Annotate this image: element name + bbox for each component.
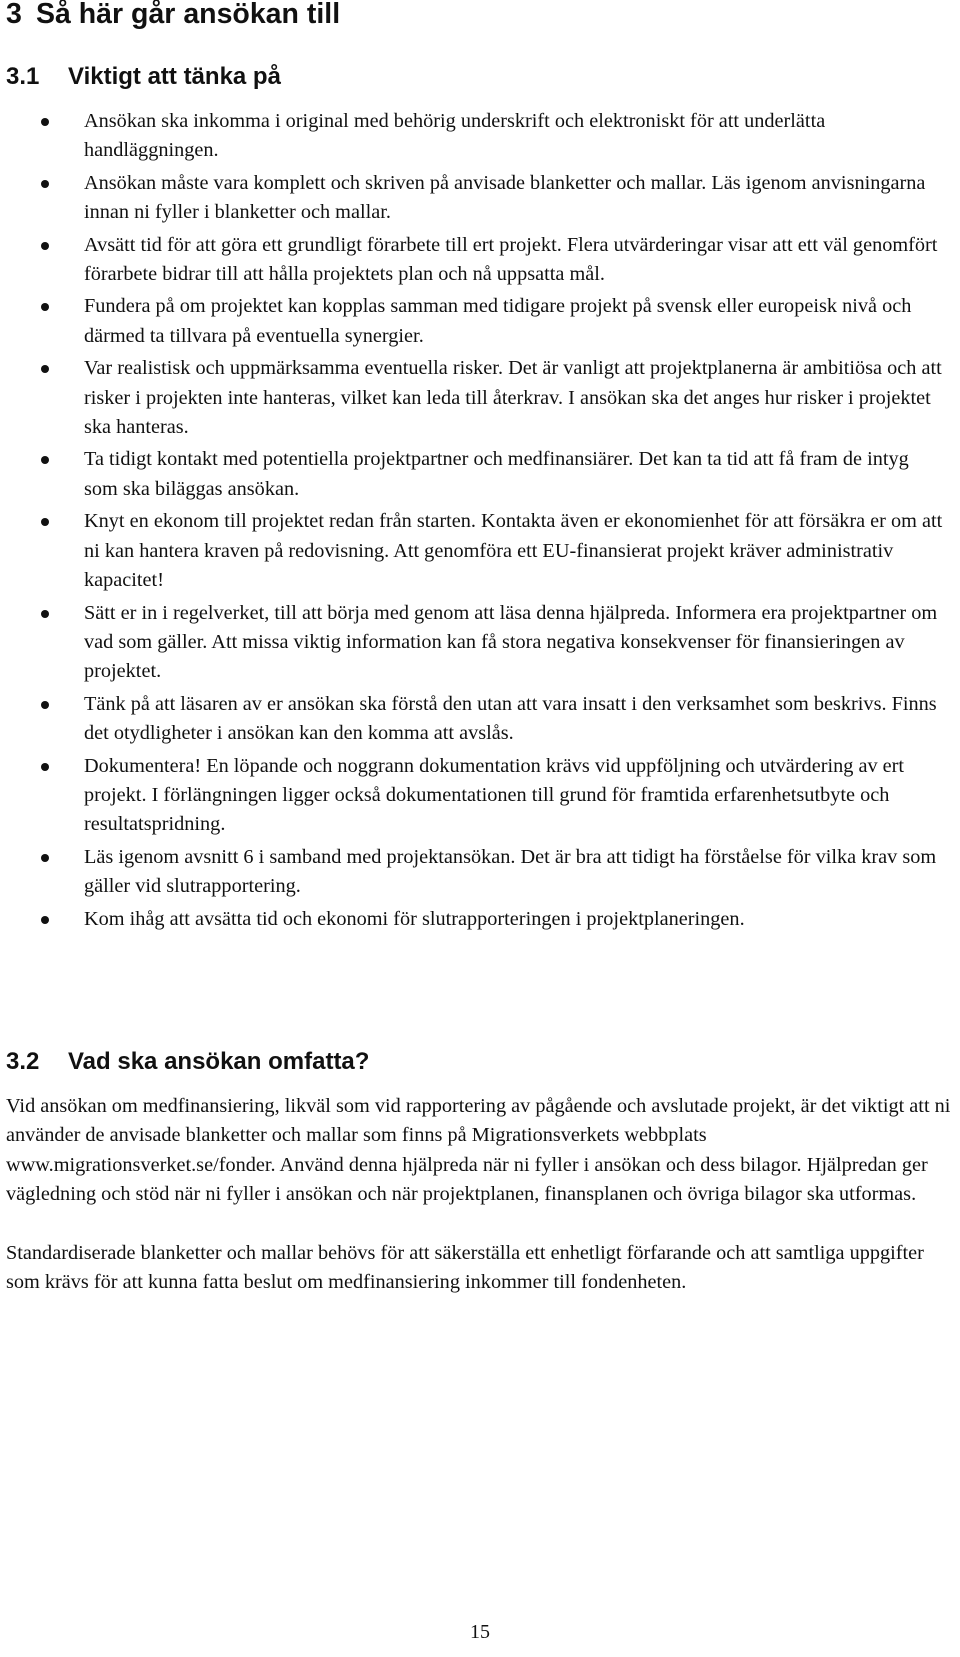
section-heading-3-1 — [6, 61, 281, 93]
bullet-icon — [41, 518, 49, 526]
list-item — [0, 169, 945, 228]
section-title: Viktigt att tänka på — [68, 63, 281, 90]
chapter-number: 3 — [6, 0, 22, 30]
bullet-icon — [41, 610, 49, 618]
list-item — [0, 292, 945, 351]
list-item — [0, 354, 945, 442]
bullet-icon — [41, 365, 49, 373]
bullet-icon — [41, 303, 49, 311]
bullet-icon — [41, 456, 49, 464]
list-item-text: Avsätt tid för att göra ett grundligt förarbete till ert projekt. Flera utvärderingar visar att ett väl genomfört förarbete bidrar till att hålla projektets plan och nå uppsatta mål. — [84, 233, 938, 286]
list-item-text: Knyt en ekonom till projektet redan från starten. Kontakta även er ekonomienhet för att försäkra er om att ni kan hantera kraven på redovisning. Att genomföra ett EU-finansierat projekt kräver administrativ kapacitet! — [84, 510, 943, 592]
list-item-text: Läs igenom avsnitt 6 i samband med projektansökan. Det är bra att tidigt ha förståelse för vilka krav som gäller vid slutrapportering. — [84, 845, 937, 898]
section-title: Vad ska ansökan omfatta? — [68, 1048, 370, 1075]
list-item-text: Kom ihåg att avsätta tid och ekonomi för slutrapporteringen i projektplaneringen. — [84, 907, 745, 930]
list-item-text: Fundera på om projektet kan kopplas samman med tidigare projekt på svensk eller europeisk nivå och därmed ta tillvara på eventuella synergier. — [84, 295, 912, 347]
body-paragraph: Standardiserade blanketter och mallar behövs för att säkerställa ett enhetligt förfarande och att samtliga uppgifter som krävs för att kunna fatta beslut om medfinansiering inkommer till fondenheten. — [6, 1242, 924, 1294]
section-heading-3-2 — [6, 1046, 369, 1078]
list-item-text: Sätt er in i regelverket, till att börja med genom att läsa denna hjälpreda. Informera era projektpartner om vad som gäller. Att missa viktig information kan få stora negativa konsekvenser för finansieringen av projektet. — [84, 601, 938, 683]
page-number: 15 — [470, 1621, 490, 1643]
list-item-text: Var realistisk och uppmärksamma eventuella risker. Det är vanligt att projektplanerna är ambitiösa och att risker i projekten inte hanteras, vilket kan leda till återkrav. I ansökan ska det anges hur risker i projektet ska hanteras. — [84, 357, 942, 439]
chapter-heading — [6, 0, 340, 32]
list-item — [0, 843, 945, 902]
list-item — [0, 752, 945, 840]
bullet-icon — [41, 854, 49, 862]
bullet-icon — [41, 242, 49, 250]
list-item — [0, 599, 945, 687]
list-item-text: Ta tidigt kontakt med potentiella projektpartner och medfinansiärer. Det kan ta tid att få fram de intyg som ska biläggas ansökan. — [84, 448, 909, 500]
list-item-text: Dokumentera! En löpande och noggrann dokumentation krävs vid uppföljning och utvärdering av ert projekt. I förlängningen ligger också dokumentationen till grund för framtida erfarenhetsutbyte och resultatspridning. — [84, 754, 905, 836]
list-item — [0, 107, 945, 166]
list-item-text: Ansökan måste vara komplett och skriven på anvisade blanketter och mallar. Läs igenom anvisningarna innan ni fyller i blanketter och mallar. — [84, 171, 926, 224]
section-number: 3.2 — [6, 1048, 40, 1075]
bullet-icon — [41, 118, 49, 126]
list-item — [0, 507, 945, 595]
list-item — [0, 231, 945, 290]
chapter-title: Så här går ansökan till — [36, 0, 341, 30]
section-number: 3.1 — [6, 63, 40, 90]
checklist — [0, 107, 945, 937]
bullet-icon — [41, 701, 49, 709]
list-item — [0, 905, 945, 934]
list-item — [0, 690, 945, 749]
list-item — [0, 445, 945, 504]
list-item-text: Tänk på att läsaren av er ansökan ska förstå den utan att vara insatt i den verksamhet som beskrivs. Finns det otydligheter i ansökan kan den komma att avslås. — [84, 692, 937, 745]
bullet-icon — [41, 916, 49, 924]
bullet-icon — [41, 180, 49, 188]
bullet-icon — [41, 763, 49, 771]
body-paragraph: Vid ansökan om medfinansiering, likväl som vid rapportering av pågående och avslutade projekt, är det viktigt att ni använder de anvisade blanketter och mallar som finns på Migrationsverkets webbplats www.migrationsverket.se/fonder. Använd denna hjälpreda när ni fyller i ansökan och dess bilagor. Hjälpredan ger vägledning och stöd när ni fyller i ansökan och när projektplanen, finansplanen och övriga bilagor ska utformas. — [6, 1095, 951, 1206]
list-item-text: Ansökan ska inkomma i original med behörig underskrift och elektroniskt för att underlätta handläggningen. — [84, 110, 826, 162]
